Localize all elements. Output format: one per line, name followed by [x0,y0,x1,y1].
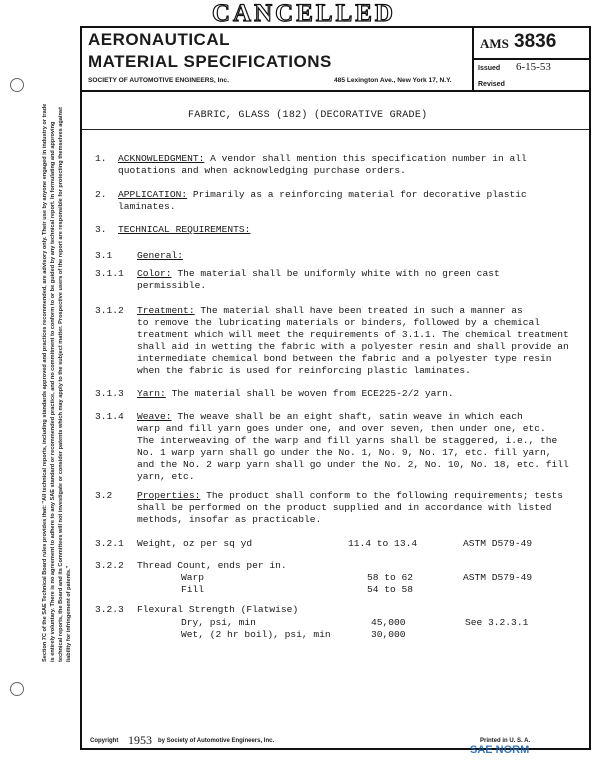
section-3-1-2-text-1: The material shall have been treated in such a manner as [200,305,523,316]
binder-hole-bottom [10,682,24,696]
ams-prefix: AMS [480,36,509,51]
section-3-1-number: 3.1 [95,250,113,261]
publisher-name: SOCIETY OF AUTOMOTIVE ENGINEERS, Inc. [88,77,229,84]
section-3-1-1-text-2: permissible. [137,280,207,291]
issued-date: 6-15-53 [516,61,551,73]
section-3-1-heading: General: [137,250,184,261]
section-3-1-4-heading: Weave: [137,411,172,422]
section-3-1-1-text-1: The material shall be uniformly white with no green cast [177,268,500,279]
section-3-1-4-text-5: and the No. 2 warp yarn shall go under the No. 2, No. 10, No. 18, etc. fill [137,459,569,470]
section-3-1-2-line-1 [137,305,523,318]
ams-number-box [474,28,589,60]
section-2-text-1: Primarily as a reinforcing material for decorative plastic [192,189,527,200]
section-3-2-3-number: 3.2.3 [95,604,124,615]
binder-hole-top [10,78,24,92]
footer-copyright: Copyright [90,738,119,744]
document-title: FABRIC, GLASS (182) (DECORATIVE GRADE) [188,110,428,121]
thread-count-method: ASTM D579-49 [463,572,533,583]
section-3-1-3-heading: Yarn: [137,388,166,399]
section-1-text-1: A vendor shall mention this specification number in all [210,153,527,164]
section-2-text-2: laminates. [118,201,176,212]
sae-norm-watermark: SAE NORM [470,744,530,756]
publisher-line [88,77,468,84]
flexural-dry-label: Dry, psi, min [181,617,256,628]
section-3-1-2-number: 3.1.2 [95,305,124,316]
section-2-line-1 [118,189,527,202]
ams-number: 3836 [514,31,557,52]
flexural-reference: See 3.2.3.1 [465,617,529,628]
section-3-1-2-heading: Treatment: [137,305,195,316]
section-3-1-3-text-1: The material shall be woven from ECE225-2/2 yarn. [171,388,454,399]
section-3-1-2-text-2: to remove the lubricating materials or binders, followed by a chemical [137,317,541,328]
header-ams-block [474,28,589,90]
section-3-2-text-2: shall be performed on the product supplied and in accordance with listed [137,502,552,513]
thread-count-label: Thread Count, ends per in. [137,560,287,571]
cancelled-stamp: CANCELLED [212,0,396,27]
publisher-address: 485 Lexington Ave., New York 17, N.Y. [334,77,452,84]
footer-year: 1953 [128,733,152,747]
org-title-line1: AERONAUTICAL [88,30,230,49]
section-2-heading: APPLICATION: [118,189,188,200]
issued-label: Issued [478,65,501,72]
fill-value: 54 to 58 [367,584,414,595]
section-3-1-4-line-1 [137,411,523,424]
section-3-heading: TECHNICAL REQUIREMENTS: [118,224,251,235]
section-3-2-text-3: methods, insofar as practicable. [137,514,322,525]
warp-value: 58 to 62 [367,572,414,583]
section-3-1-4-text-1: The weave shall be an eight shaft, satin weave in which each [177,411,523,422]
section-3-1-4-text-6: yarn, etc. [137,471,195,482]
flexural-dry-value: 45,000 [371,617,406,628]
header-org-block [82,28,474,90]
section-3-1-1-number: 3.1.1 [95,268,124,279]
section-3-2-1-number: 3.2.1 [95,538,124,549]
section-3-1-4-number: 3.1.4 [95,411,124,422]
section-3-1-3-line-1 [137,388,454,401]
flexural-strength-label: Flexural Strength (Flatwise) [137,604,299,615]
fill-label: Fill [181,584,205,595]
section-3-2-number: 3.2 [95,490,113,501]
section-1-line-1 [118,153,527,166]
footer-printed: Printed in U. S. A. [480,738,531,744]
section-1-text-2: quotations and when acknowledging purchase orders. [118,165,406,176]
flexural-wet-value: 30,000 [371,629,406,640]
section-3-1-2-text-4: shall aid in wetting the fabric with a polyester resin and shall provide an [137,341,569,352]
section-3-2-line-1 [137,490,563,503]
section-3-2-text-1: The product shall conform to the following requirements; tests [206,490,564,501]
section-1-heading: ACKNOWLEDGMENT: [118,153,205,164]
section-3-1-2-text-5: intermediate chemical bond between the fabric and a polyester type resin [137,353,552,364]
section-3-1-1-line-1 [137,268,500,281]
org-title-line2: MATERIAL SPECIFICATIONS [88,52,332,71]
section-3-2-2-number: 3.2.2 [95,560,124,571]
section-3-1-4-text-4: No. 1 warp yarn shall go under the No. 1, No. 9, No. 17, etc. fill yarn, [137,447,552,458]
weight-label: Weight, oz per sq yd [137,538,253,549]
section-3-1-2-text-6: when the fabric is used for reinforcing plastic laminates. [137,365,471,376]
section-3-2-heading: Properties: [137,490,201,501]
title-divider [82,129,589,130]
section-3-1-1-heading: Color: [137,268,172,279]
warp-label: Warp [181,572,205,583]
legal-side-note: Section 7C of the SAE Technical Board rules provides that: "All technical reports, including standards approved and practices recommended, are advisory only. Their use by anyone engaged in industry or trade is entirely voluntary. There is no agreement to adhere to any SAE standard or recommended practice, and no commitment to conform to or be guided by any technical report. In formulating and approving technical reports, the Board and its Committees will not investigate or consider patents which may apply to the subject matter. Prospective users of the report are responsible for protecting themselves against liability for infringement of patents." [42,103,72,662]
section-1-number: 1. [95,153,107,164]
section-3-1-2-text-3: treatment which will meet the requirements of 3.1.1. The chemical treatment [137,329,569,340]
flexural-wet-label: Wet, (2 hr boil), psi, min [181,629,331,640]
footer-publisher: by Society of Automotive Engineers, Inc. [158,738,275,744]
section-3-1-3-number: 3.1.3 [95,388,124,399]
section-3-number: 3. [95,224,107,235]
spec-header [80,26,591,92]
revised-label: Revised [478,81,505,88]
section-2-number: 2. [95,189,107,200]
section-3-1-4-text-3: The interweaving of the warp and fill yarns shall be staggered, i.e., the [137,435,558,446]
weight-method: ASTM D579-49 [463,538,533,549]
section-3-1-4-text-2: warp and fill yarn goes under one, and over seven, then under one, etc. [137,423,546,434]
weight-value: 11.4 to 13.4 [348,538,418,549]
